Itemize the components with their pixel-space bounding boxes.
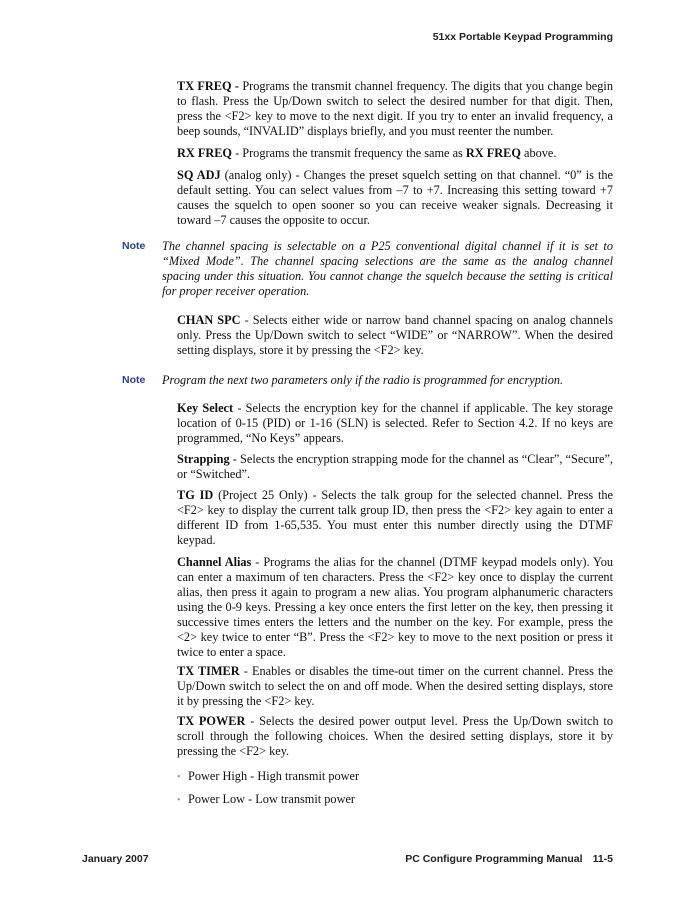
bullet-icon: • <box>177 772 181 783</box>
tg-id-paragraph <box>177 488 613 548</box>
sq-adj-paragraph <box>177 168 613 228</box>
channel-alias-term: Channel Alias <box>177 555 252 569</box>
rx-freq-text-a: - Programs the transmit frequency the same as <box>232 146 466 160</box>
running-header: 51xx Portable Keypad Programming <box>432 31 613 43</box>
sq-adj-term: SQ ADJ <box>177 168 221 182</box>
tx-timer-term: TX TIMER <box>177 664 240 678</box>
chan-spc-term: CHAN SPC <box>177 313 241 327</box>
tx-freq-text: Programs the transmit channel frequency. The digits that you change begin to flash. Press the Up/Down switch to select the desired number for that digit. Then, press the <F2> key to move to the next digit. If you try to enter an invalid frequency, a beep sounds, “INVALID” displays briefly, and you must reenter the number. <box>177 79 613 138</box>
page-number: 11-5 <box>592 853 613 865</box>
footer-title-block <box>405 853 613 865</box>
tg-id-term: TG ID <box>177 488 214 502</box>
list-item <box>177 769 359 785</box>
tx-timer-paragraph <box>177 664 613 709</box>
tg-id-text: (Project 25 Only) - Selects the talk group for the selected channel. Press the <F2> key to display the current talk group ID, then press the <F2> key again to enter a different ID from 1-65,535. You must enter this number directly using the DTMF keypad. <box>177 488 613 547</box>
list-item <box>177 792 355 808</box>
sq-adj-text: (analog only) - Changes the preset squelch setting on that channel. “0” is the default setting. You can select values from –7 to +7. Increasing this setting toward +7 causes the squelch to open sooner so you can receive weaker signals. Decreasing it toward –7 causes the opposite to occur. <box>177 168 613 227</box>
rx-freq-paragraph <box>177 146 613 161</box>
tx-freq-term: TX FREQ - <box>177 79 239 93</box>
note-encryption: Program the next two parameters only if the radio is programmed for encryption. <box>162 373 564 387</box>
footer-date: January 2007 <box>82 853 149 865</box>
rx-freq-text-b: above. <box>520 146 557 160</box>
chan-spc-paragraph <box>177 313 613 358</box>
key-select-text: - Selects the encryption key for the channel if applicable. The key storage location of 0-15 (PID) or 1-16 (SLN) is selected. Refer to Section 4.2. If no keys are programmed, “No Keys” appears. <box>177 401 613 445</box>
bullet-text: Power High - High transmit power <box>188 769 360 783</box>
key-select-paragraph <box>177 401 613 446</box>
channel-alias-paragraph <box>177 555 613 660</box>
bullet-text: Power Low - Low transmit power <box>188 792 355 806</box>
note-label: Note <box>122 240 146 252</box>
chan-spc-text: - Selects either wide or narrow band channel spacing on analog channels only. Press the Up/Down switch to select “WIDE” or “NARROW”. When the desired setting displays, store it by pressing the <F2> key. <box>177 313 613 357</box>
note-label: Note <box>122 374 146 386</box>
tx-power-term: TX POWER <box>177 714 246 728</box>
rx-freq-term: RX FREQ <box>177 146 232 160</box>
strapping-paragraph <box>177 452 613 482</box>
tx-timer-text: - Enables or disables the time-out timer on the current channel. Press the Up/Down switch to select the on and off mode. When the desired setting displays, store it by pressing the <F2> key. <box>177 664 613 708</box>
footer-manual-title: PC Configure Programming Manual <box>405 853 583 865</box>
note-channel-spacing: The channel spacing is selectable on a P25 conventional digital channel if it is set to “Mixed Mode”. The channel spacing selections are the same as the analog channel spacing under this situation. You cannot change the squelch because the setting is critical for proper receiver operation. <box>162 239 613 298</box>
rx-freq-term-ref: RX FREQ <box>465 146 521 160</box>
strapping-term: Strapping <box>177 452 230 466</box>
channel-alias-text: - Programs the alias for the channel (DTMF keypad models only). You can enter a maximum of ten characters. Press the <F2> key once to display the current alias, then press it again to program a new alias. You program alphanumeric characters using the 0-9 keys. Pressing a key once enters the first letter on the key, then pressing it successive times enters the letters and the number on the key. For example, press the <2> key twice to enter “B”. Press the <F2> key to move to the next position or press it twice to enter a space. <box>177 555 613 659</box>
strapping-text: - Selects the encryption strapping mode for the channel as “Clear”, “Secure”, or “Switched”. <box>177 452 613 481</box>
bullet-icon: • <box>177 795 181 806</box>
tx-power-paragraph <box>177 714 613 759</box>
tx-power-text: - Selects the desired power output level. Press the Up/Down switch to scroll through the following choices. When the desired setting displays, store it by pressing the <F2> key. <box>177 714 613 758</box>
tx-freq-paragraph <box>177 79 613 139</box>
key-select-term: Key Select <box>177 401 234 415</box>
